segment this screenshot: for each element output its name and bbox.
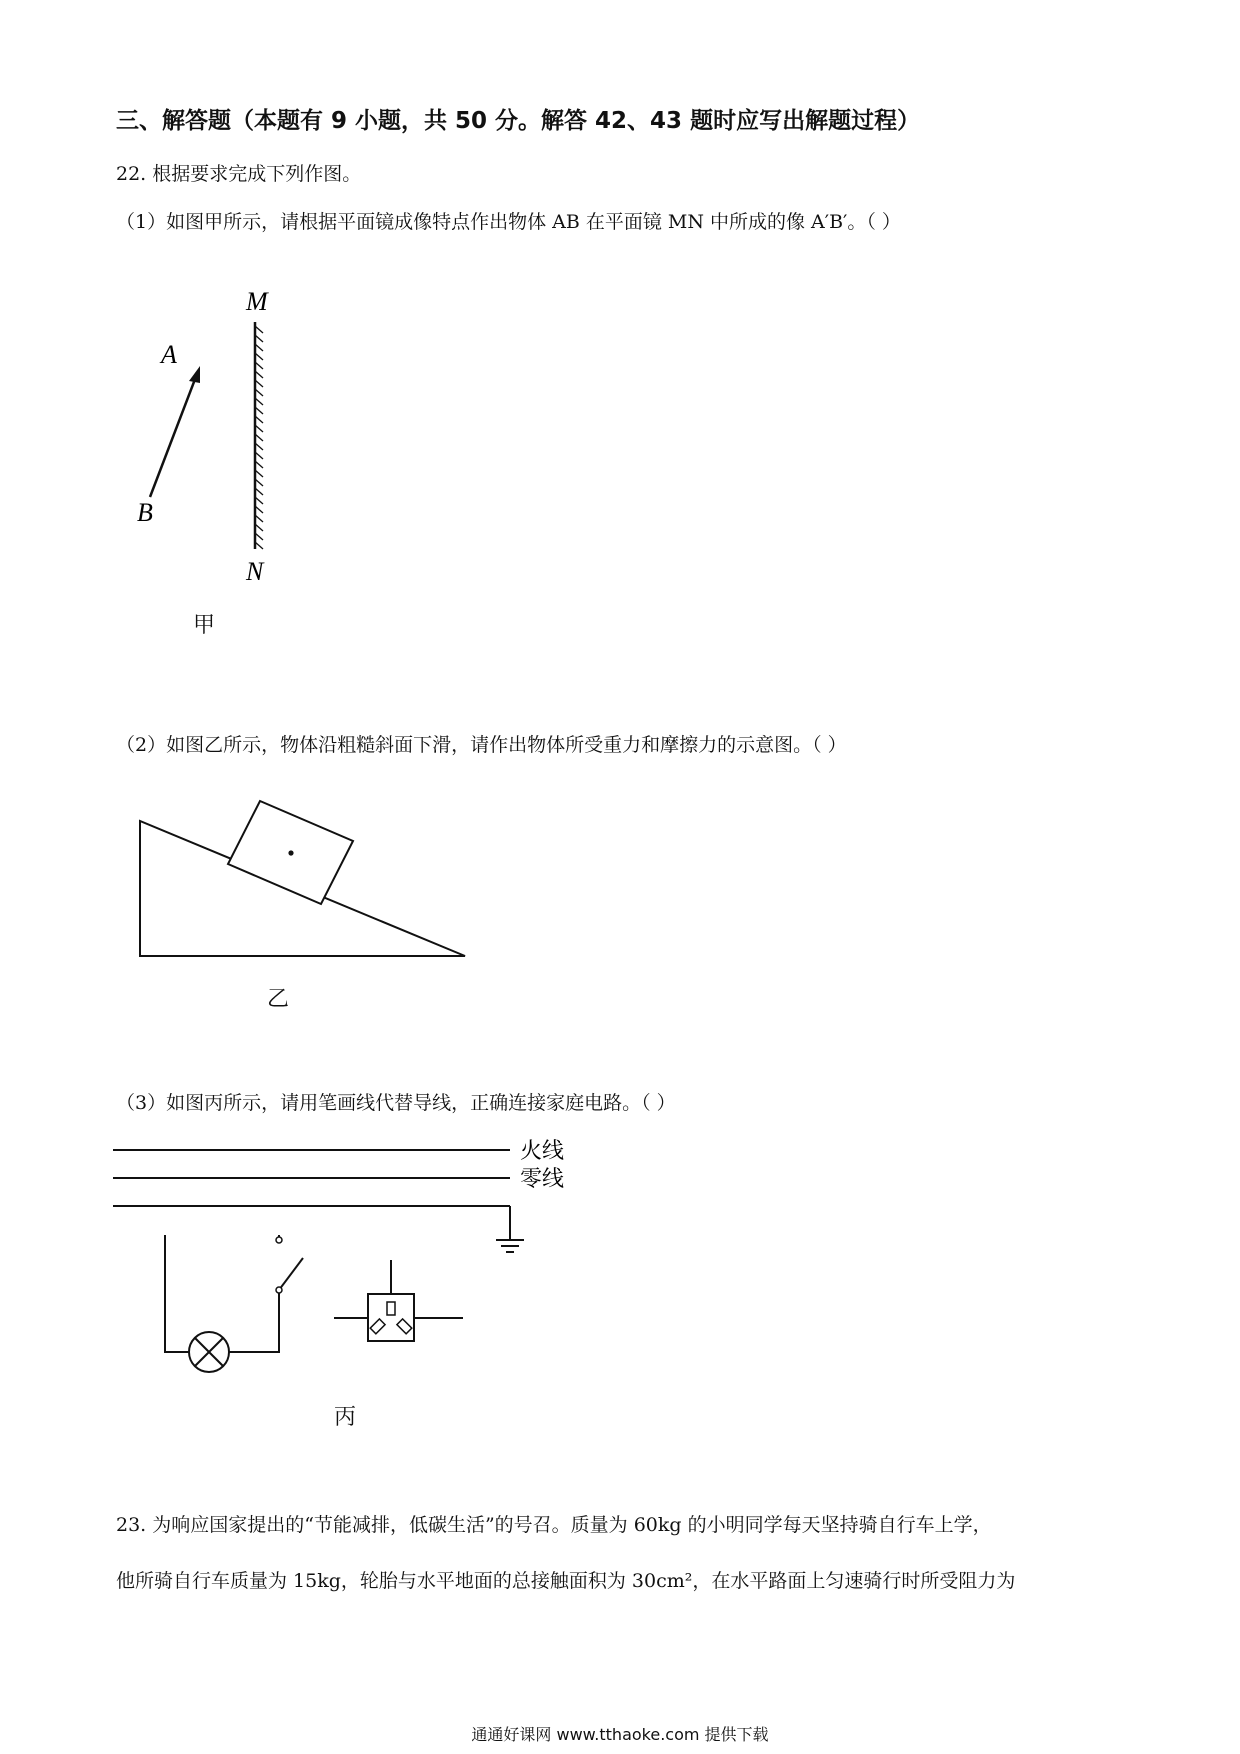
question-22-part-2: （2）如图乙所示，物体沿粗糙斜面下滑，请作出物体所受重力和摩擦力的示意图。（ ） — [116, 734, 847, 756]
question-22-part-3: （3）如图丙所示，请用笔画线代替导线，正确连接家庭电路。（ ） — [116, 1092, 676, 1114]
three-pin-socket — [334, 1260, 463, 1341]
figure-1-caption: 甲 — [193, 613, 216, 638]
figure-2-caption: 乙 — [267, 987, 290, 1012]
label-a: A — [161, 340, 177, 369]
figure-3-caption: 丙 — [334, 1405, 357, 1430]
label-m: M — [246, 287, 268, 316]
label-neutral-wire: 零线 — [520, 1167, 565, 1192]
switch-branch-wire — [229, 1290, 279, 1352]
question-23-line-1: 23. 为响应国家提出的“节能减排，低碳生活”的号召。质量为 60kg 的小明同学每天坚持骑自行车上学， — [116, 1514, 992, 1536]
section-title: 三、解答题（本题有 9 小题，共 50 分。解答 42、43 题时应写出解题过程） — [116, 108, 921, 134]
ground-symbol — [496, 1240, 524, 1252]
question-22-stem: 22. 根据要求完成下列作图。 — [116, 163, 362, 185]
label-n: N — [246, 557, 264, 586]
switch-symbol — [276, 1235, 303, 1293]
label-b: B — [137, 498, 153, 527]
question-22-part-1: （1）如图甲所示，请根据平面镜成像特点作出物体 AB 在平面镜 MN 中所成的像 A′B′。（ ） — [116, 211, 901, 233]
footer-text: 通通好课网 www.tthaoke.com 提供下载 — [471, 1725, 769, 1744]
lamp-branch-wire — [165, 1235, 189, 1352]
question-23-line-2: 他所骑自行车质量为 15kg，轮胎与水平地面的总接触面积为 30cm²，在水平路面上匀速骑行时所受阻力为 — [116, 1570, 1016, 1592]
lamp-symbol — [189, 1332, 229, 1372]
label-live-wire: 火线 — [520, 1139, 565, 1164]
